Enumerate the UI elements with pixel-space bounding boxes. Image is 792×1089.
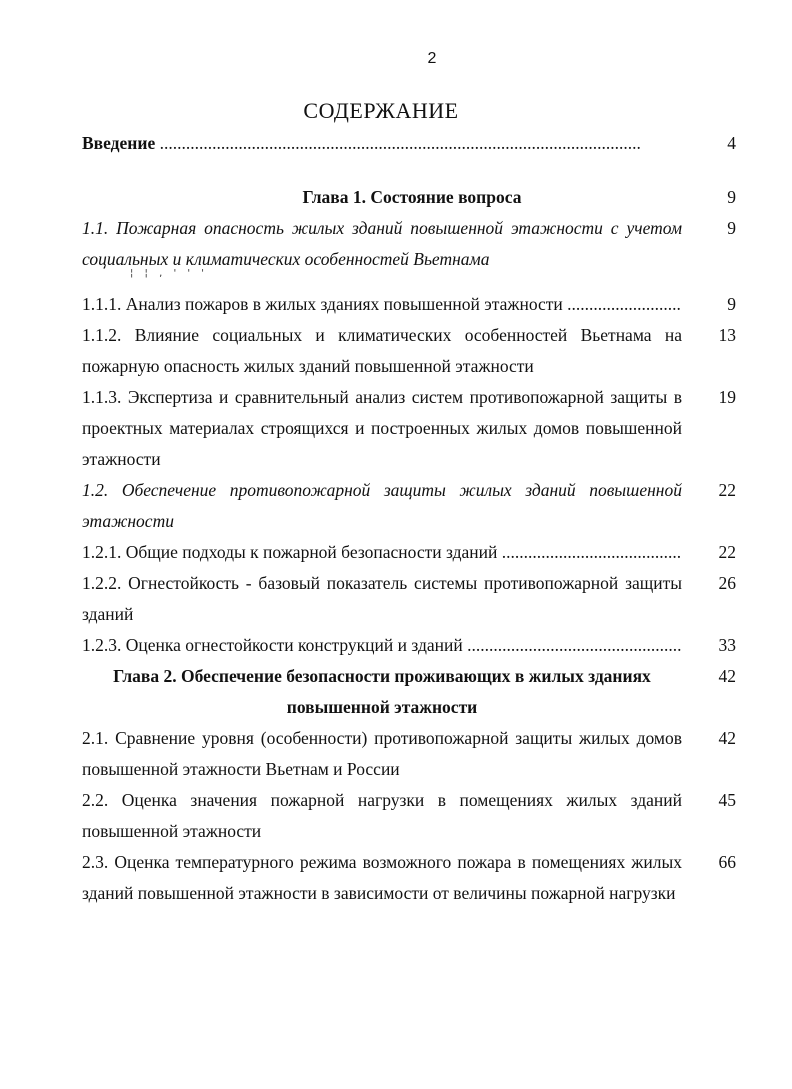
toc-entry-label: Введение ..... [82,128,682,159]
toc-entry-page: 22 [718,542,736,562]
toc-entry-1-1-2[interactable] [82,320,736,382]
toc-entry-label: 1.1.3. Экспертиза и сравнительный анализ систем противопожарной защиты в проектных материалах строящихся и построенных жилых домов повышенной этажности [82,387,682,469]
page-title: СОДЕРЖАНИЕ [303,98,459,123]
toc-entry-label: 1.2.1. Общие подходы к пожарной безопасности зданий ..... [82,537,682,568]
toc-entry-1-2-1[interactable] [82,537,736,568]
toc-entry-label: 1.1. Пожарная опасность жилых зданий повышенной этажности с учетом социальных и климатических особенностей Вьетнама [82,218,682,269]
toc-entry-page: 4 [727,133,736,153]
toc-entry-page: 26 [718,573,736,593]
toc-entry-page: 19 [718,387,736,407]
toc-entry-2-3[interactable] [82,847,736,909]
toc-entry-chapter-1[interactable] [82,182,736,213]
toc-entry-label: 1.2.3. Оценка огнестойкости конструкций и зданий ..... [82,630,682,661]
toc-entry-label: Глава 1. Состояние вопроса [302,187,522,207]
toc-entry-page: 13 [718,325,736,345]
toc-entry-1-1[interactable] [82,213,736,275]
scan-artifact: ¦ ¦ , ' ' ' [130,268,209,279]
toc-entry-label: 1.1.2. Влияние социальных и климатических особенностей Вьетнама на пожарную опасность жилых зданий повышенной этажности [82,325,682,376]
toc-entry-page: 9 [727,187,736,207]
toc-entry-label: Глава 2. Обеспечение безопасности проживающих в жилых зданиях повышенной этажности [113,666,651,717]
toc-entry-page: 22 [718,480,736,500]
toc-entry-1-2-3[interactable] [82,630,736,661]
toc-entry-1-2-2[interactable] [82,568,736,630]
toc-entry-label: 2.3. Оценка температурного режима возможного пожара в помещениях жилых зданий повышенной этажности в зависимости от величины пожарной нагрузки [82,852,682,903]
toc-entry-page: 66 [718,852,736,872]
toc-entry-page: 42 [718,666,736,686]
toc-entry-page: 9 [727,294,736,314]
toc-entry-1-1-3[interactable] [82,382,736,475]
toc-entry-2-2[interactable] [82,785,736,847]
toc-entry-page: 45 [718,790,736,810]
toc-entry-chapter-2[interactable] [82,661,736,723]
toc-entry-1-1-1[interactable] [82,289,736,320]
toc-entry-label: 2.2. Оценка значения пожарной нагрузки в помещениях жилых зданий повышенной этажности [82,790,682,841]
toc-entry-label: 1.1.1. Анализ пожаров в жилых зданиях повышенной этажности ..... [82,289,682,320]
toc-entry-page: 9 [727,218,736,238]
toc-entry-intro[interactable] [82,128,736,159]
toc-entry-page: 42 [718,728,736,748]
toc-entry-2-1[interactable] [82,723,736,785]
page-number: 2 [427,50,437,67]
toc-entry-label: 1.2. Обеспечение противопожарной защиты жилых зданий повышенной этажности [82,480,682,531]
toc-entry-label: 2.1. Сравнение уровня (особенности) противопожарной защиты жилых домов повышенной этажности Вьетнам и России [82,728,682,779]
toc-entry-1-2[interactable] [82,475,736,537]
toc-entry-page: 33 [718,635,736,655]
toc-entry-label: 1.2.2. Огнестойкость - базовый показатель системы противопожарной защиты зданий [82,573,682,624]
